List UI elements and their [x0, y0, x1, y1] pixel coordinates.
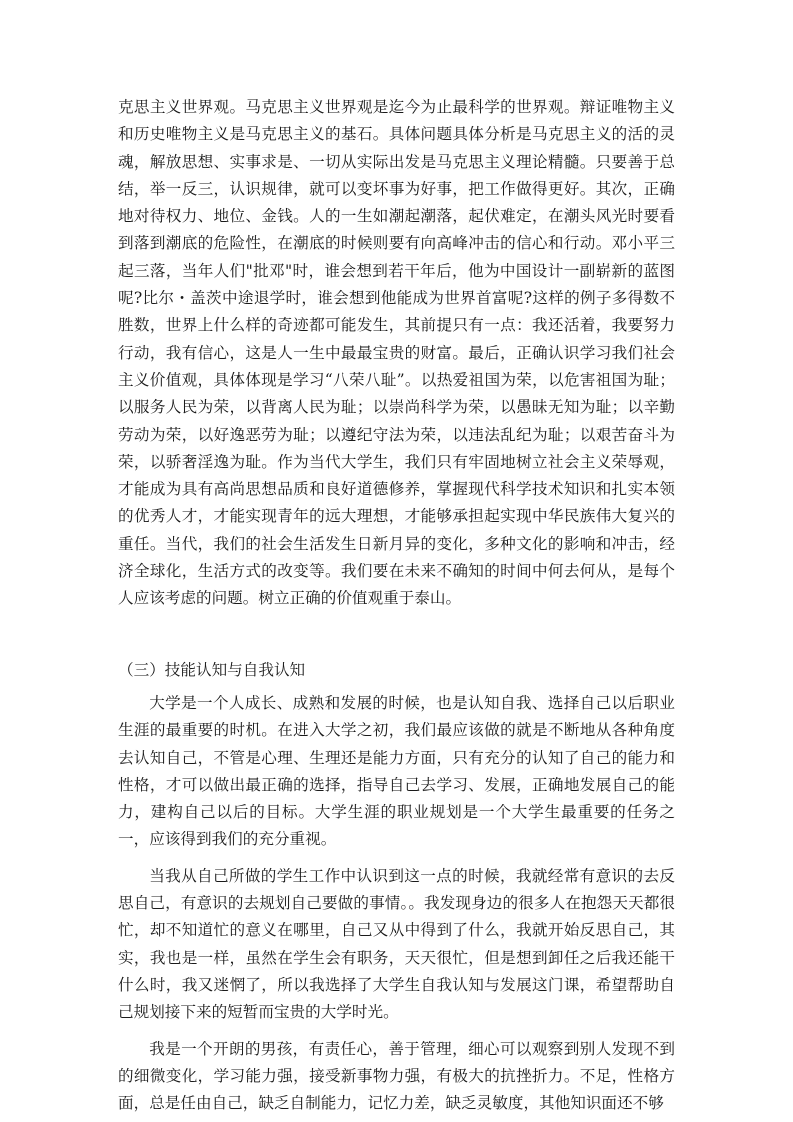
- paragraph-reflection: 当我从自己所做的学生工作中认识到这一点的时候，我就经常有意识的去反思自己，有意识的去规划自己要做的事情。。我发现身边的很多人在抱怨天天都很忙，却不知道忙的意义在哪里，自己又从中得到了什么，我就开始反思自己，其实，我也是一样，虽然在学生会有职务，天天很忙，但是想到卸任之后我还能干什么时，我又迷惘了，所以我选择了大学生自我认知与发展这门课，希望帮助自己规划接下来的短暂而宝贵的大学时光。: [118, 866, 675, 1022]
- paragraph-continued: 克思主义世界观。马克思主义世界观是迄今为止最科学的世界观。辩证唯物主义和历史唯物主义是马克思主义的基石。具体问题具体分析是马克思主义的活的灵魂，解放思想、实事求是、一切从实际出发是马克思主义理论精髓。只要善于总结，举一反三，认识规律，就可以变坏事为好事，把工作做得更好。其次，正确地对待权力、地位、金钱。人的一生如潮起潮落，起伏难定，在潮头风光时要看到落到潮底的危险性，在潮底的时候则要有向高峰冲击的信心和行动。邓小平三起三落，当年人们"批邓"时，谁会想到若干年后，他为中国设计一副崭新的蓝图呢?比尔・盖茨中途退学时，谁会想到他能成为世界首富呢?这样的例子多得数不胜数，世界上什么样的奇迹都可能发生，其前提只有一点：我还活着，我要努力行动，我有信心，这是人一生中最最宝贵的财富。最后，正确认识学习我们社会主义价值观，具体体现是学习“八荣八耻”。以热爱祖国为荣，以危害祖国为耻；以服务人民为荣，以背离人民为耻；以崇尚科学为荣，以愚昧无知为耻；以辛勤劳动为荣，以好逸恶劳为耻；以遵纪守法为荣，以违法乱纪为耻；以艰苦奋斗为荣，以骄奢淫逸为耻。作为当代大学生，我们只有牢固地树立社会主义荣辱观，才能成为具有高尚思想品质和良好道德修养，掌握现代科学技术知识和扎实本领的优秀人才，才能实现青年的远大理想，才能够承担起实现中华民族伟大复兴的重任。当代，我们的社会生活发生日新月异的变化，多种文化的影响和冲击，经济全球化，生活方式的改变等。我们要在未来不确知的时间中何去何从，是每个人应该考虑的问题。树立正确的价值观重于泰山。: [118, 98, 675, 608]
- paragraph-personality: 我是一个开朗的男孩，有责任心，善于管理，细心可以观察到别人发现不到的细微变化，学习能力强，接受新事物力强，有极大的抗挫折力。不足，性格方面，总是任由自己，缺乏自制能力，记忆力差，缺乏灵敏度，其他知识面还不够: [118, 1039, 675, 1113]
- section-heading: （三）技能认知与自我认知: [118, 660, 306, 679]
- paragraph-self-cognition: 大学是一个人成长、成熟和发展的时候，也是认知自我、选择自己以后职业生涯的最重要的时机。在进入大学之初，我们最应该做的就是不断地从各种角度去认知自己，不管是心理、生理还是能力方面，只有充分的认知了自己的能力和性格，才可以做出最正确的选择，指导自己去学习、发展，正确地发展自己的能力，建构自己以后的目标。大学生涯的职业规划是一个大学生最重要的任务之一，应该得到我们的充分重视。: [118, 693, 675, 849]
- document-body: [118, 94, 675, 1117]
